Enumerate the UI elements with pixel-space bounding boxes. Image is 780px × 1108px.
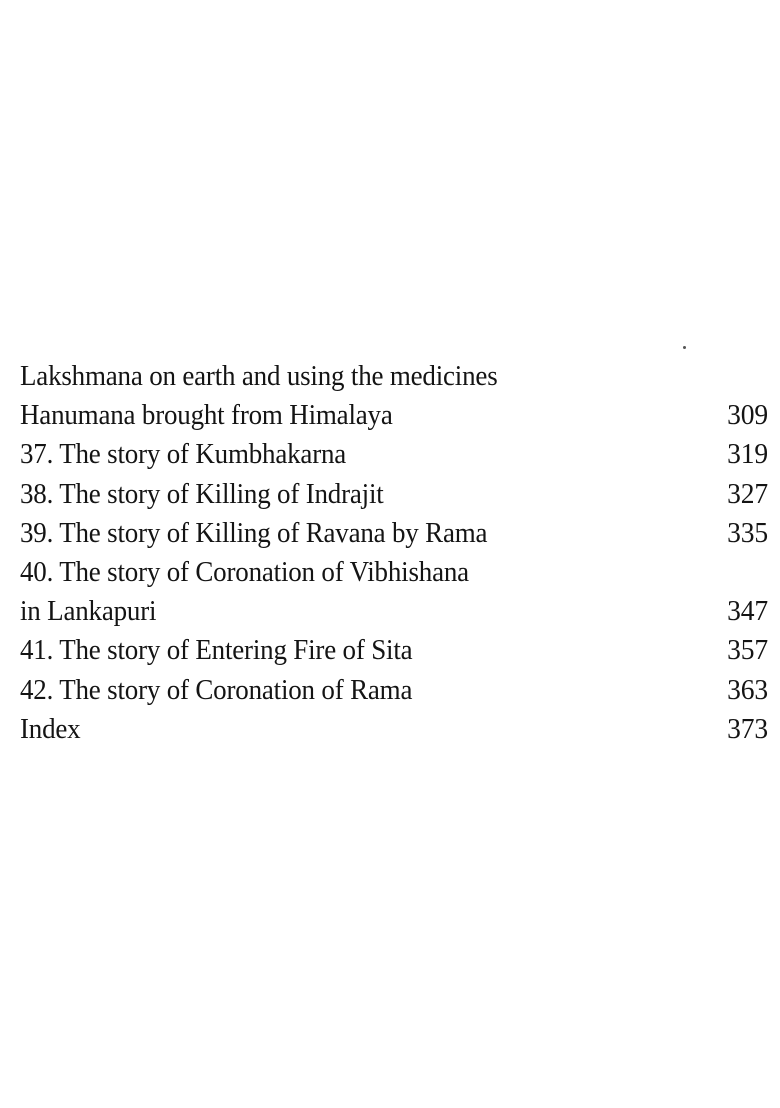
toc-entry — [20, 396, 768, 435]
toc-entry-continuation-line — [20, 592, 768, 631]
toc-entry-page: 357 — [727, 634, 768, 667]
toc-entry-page: 363 — [727, 673, 768, 706]
toc-entry-title: 37. The story of Kumbhakarna — [20, 438, 347, 471]
toc-entry-title: Lakshmana on earth and using the medicines — [20, 360, 498, 392]
toc-entry-title: 40. The story of Coronation of Vibhishana — [20, 555, 469, 588]
toc-entry-index — [20, 710, 768, 749]
toc-entry-page: 347 — [727, 595, 768, 628]
toc-entry — [20, 671, 768, 710]
toc-entry-page: 319 — [727, 438, 768, 471]
toc-entry-page: 373 — [727, 712, 768, 745]
print-speck — [683, 346, 686, 349]
toc-entry-page: 327 — [727, 477, 768, 510]
toc-entry — [20, 435, 768, 474]
toc-entry-title: Index — [20, 712, 81, 745]
toc-entry — [20, 475, 768, 514]
toc-entry — [20, 553, 768, 592]
toc-entry — [20, 514, 768, 553]
toc-entry-title: Hanumana brought from Himalaya — [20, 399, 393, 432]
toc-entry-continuation-line — [20, 357, 768, 396]
toc-entry-title: 41. The story of Entering Fire of Sita — [20, 634, 413, 667]
toc-entry-title: 39. The story of Killing of Ravana by Rama — [20, 516, 488, 549]
toc-entry-title: 42. The story of Coronation of Rama — [20, 673, 413, 706]
table-of-contents — [20, 357, 768, 749]
toc-entry-page: 335 — [727, 516, 768, 549]
toc-entry-page: 309 — [727, 399, 768, 432]
toc-entry — [20, 631, 768, 670]
toc-entry-title: 38. The story of Killing of Indrajit — [20, 477, 384, 510]
toc-entry-title: in Lankapuri — [20, 595, 157, 628]
